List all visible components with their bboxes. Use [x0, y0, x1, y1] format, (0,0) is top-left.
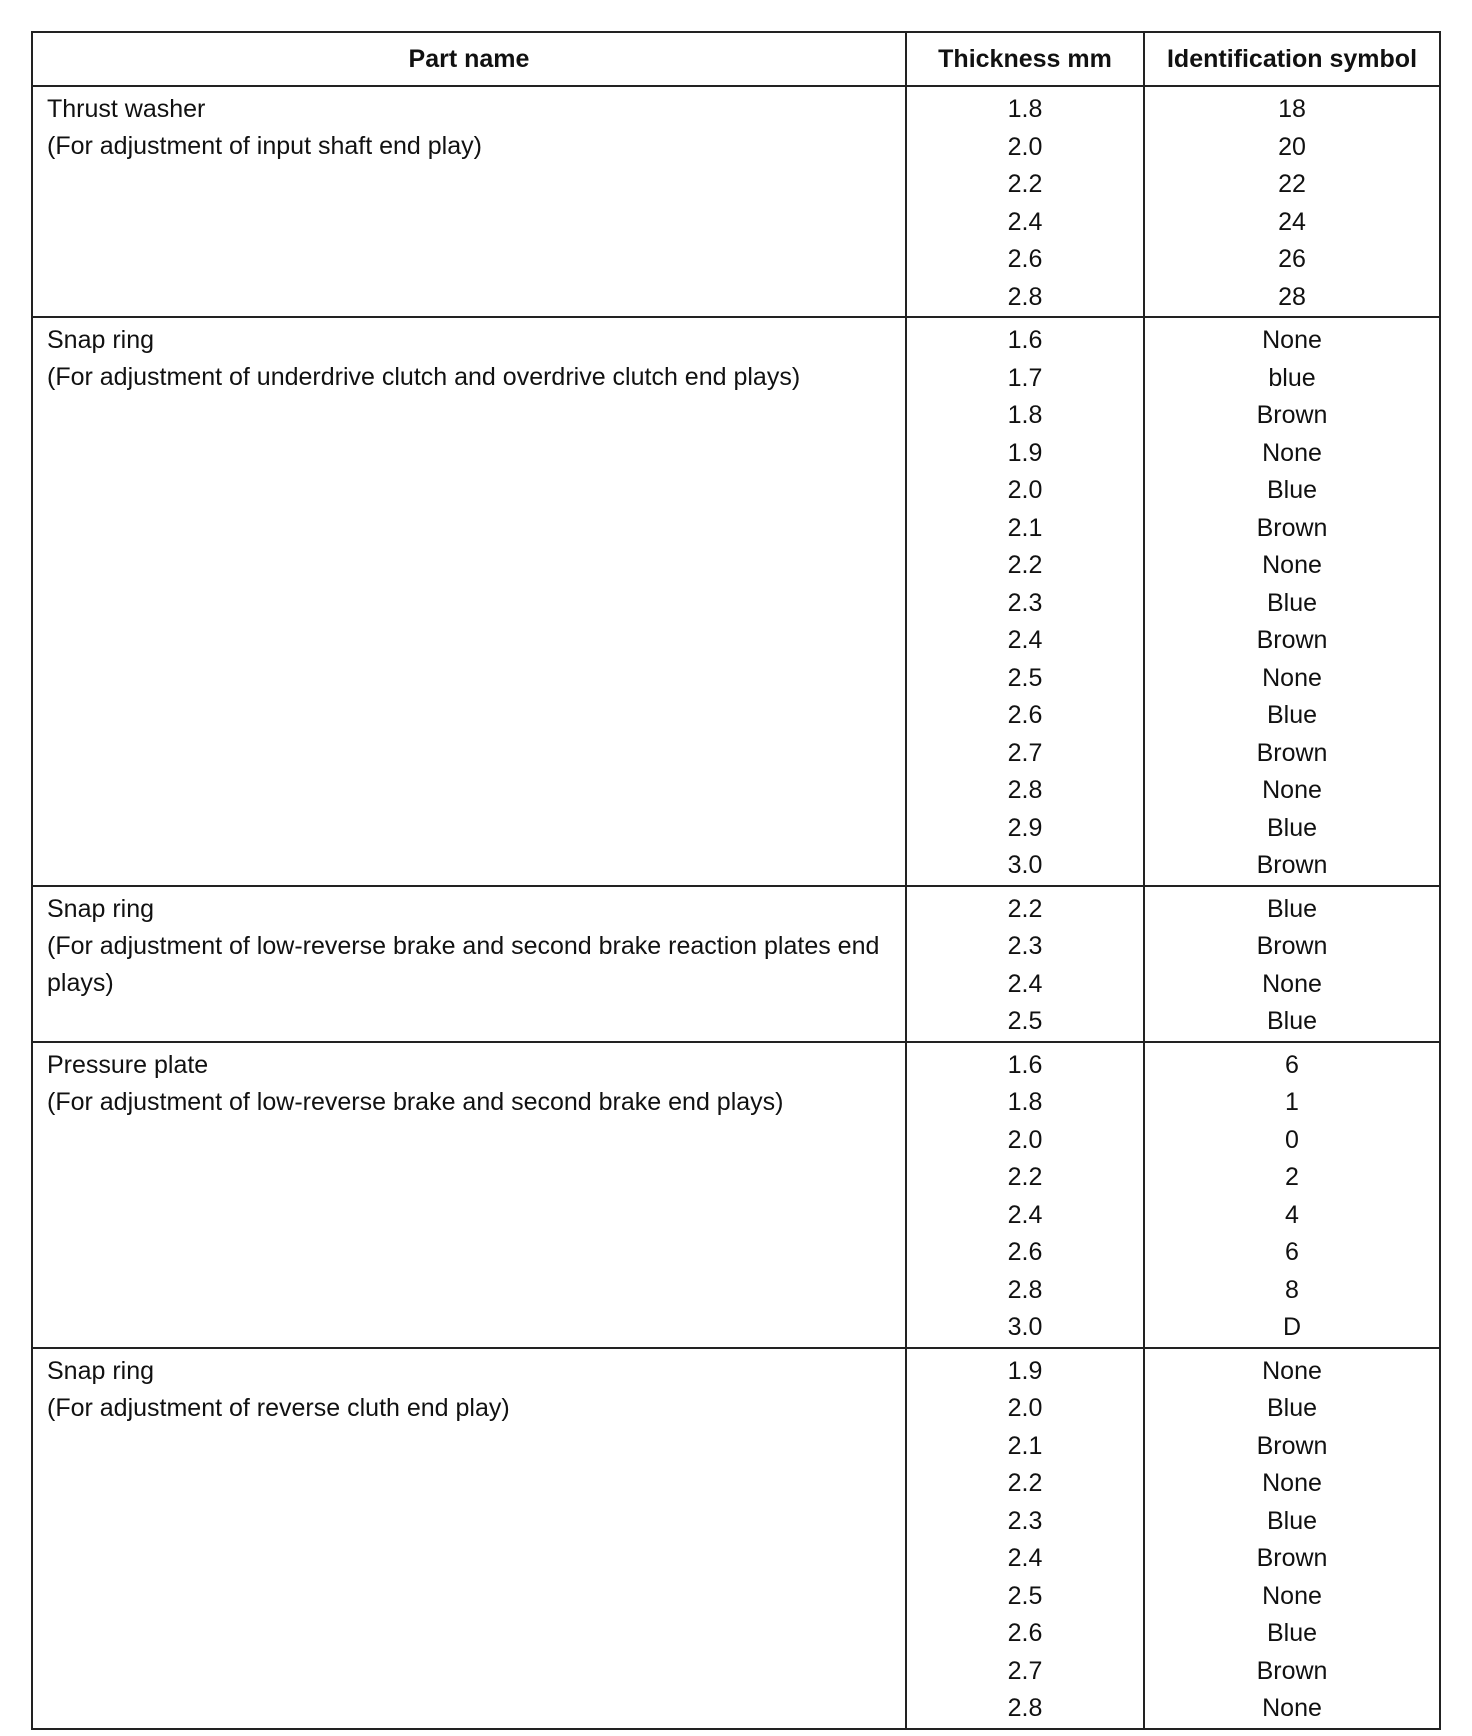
part-purpose: (For adjustment of reverse cluth end play): [47, 1393, 510, 1422]
thickness-value: 2.2: [1007, 1163, 1043, 1191]
identification-symbol-value: Blue: [1266, 588, 1318, 617]
part-cell: [32, 886, 906, 1042]
thickness-cell: [906, 86, 1144, 317]
identification-symbol-value: Brown: [1256, 513, 1328, 542]
thickness-value: 2.4: [1007, 626, 1043, 654]
thickness-value: 2.2: [1007, 894, 1043, 923]
part-purpose: (For adjustment of low-reverse brake and second brake reaction plates end plays): [47, 931, 880, 997]
thickness-value: 1.7: [1007, 363, 1043, 392]
identification-symbol-value: Brown: [1256, 1656, 1328, 1685]
table-row: [32, 86, 1440, 317]
symbol-cell: [1144, 886, 1440, 1042]
thickness-value: 2.6: [1007, 245, 1043, 273]
thickness-cell: [906, 1348, 1144, 1729]
header-part-name: Part name: [32, 32, 906, 86]
symbol-cell: [1144, 1042, 1440, 1348]
thickness-value: 2.6: [1007, 1238, 1043, 1266]
identification-symbol-value: 26: [1278, 245, 1306, 273]
identification-symbol-value: 18: [1278, 95, 1306, 123]
thickness-value: 2.0: [1007, 1125, 1043, 1154]
thickness-cell: [906, 1042, 1144, 1348]
header-identification-symbol: Identification symbol: [1144, 32, 1440, 86]
identification-symbol-value: Blue: [1266, 813, 1318, 842]
identification-symbol-value: 20: [1278, 132, 1306, 161]
part-name: Snap ring: [47, 1356, 155, 1385]
identification-symbol-value: Blue: [1266, 701, 1318, 729]
identification-symbol-value: 24: [1278, 207, 1306, 236]
identification-symbol-value: Brown: [1256, 738, 1328, 767]
thickness-value: 2.5: [1007, 1007, 1043, 1035]
part-purpose: (For adjustment of input shaft end play): [47, 132, 482, 160]
symbol-cell: [1144, 86, 1440, 317]
thickness-value: 2.1: [1007, 1431, 1043, 1460]
table-row: [32, 317, 1440, 886]
identification-symbol-value: Brown: [1256, 626, 1328, 654]
identification-symbol-value: None: [1262, 1469, 1322, 1497]
thickness-value: 2.5: [1007, 663, 1043, 692]
thickness-value: 3.0: [1007, 1313, 1043, 1341]
thickness-value: 2.8: [1007, 282, 1043, 311]
thickness-value: 1.9: [1007, 438, 1043, 467]
thickness-value: 2.6: [1007, 1619, 1043, 1647]
thickness-value: 2.0: [1007, 1394, 1043, 1422]
thickness-cell: [906, 886, 1144, 1042]
identification-symbol-value: 4: [1285, 1200, 1299, 1229]
thickness-value: 2.8: [1007, 1275, 1043, 1304]
identification-symbol-value: Brown: [1256, 1431, 1328, 1460]
part-cell: [32, 317, 906, 886]
header-row: [32, 32, 1440, 86]
thickness-value: 3.0: [1007, 851, 1043, 879]
thickness-value: 2.4: [1007, 969, 1043, 998]
part-name: Snap ring: [47, 326, 155, 354]
identification-symbol-value: None: [1262, 1694, 1322, 1722]
thickness-value: 1.8: [1007, 401, 1043, 429]
thickness-value: 2.9: [1007, 813, 1043, 842]
thickness-value: 2.2: [1007, 551, 1043, 579]
identification-symbol-value: Blue: [1266, 894, 1318, 923]
part-purpose: (For adjustment of low-reverse brake and second brake end plays): [47, 1087, 784, 1116]
part-cell: [32, 86, 906, 317]
parts-table: [31, 31, 1441, 1730]
thickness-value: 2.7: [1007, 1656, 1043, 1685]
thickness-value: 1.8: [1007, 95, 1043, 123]
identification-symbol-value: 1: [1285, 1088, 1299, 1116]
identification-symbol-value: Brown: [1256, 1544, 1328, 1572]
identification-symbol-value: Blue: [1266, 1394, 1318, 1422]
identification-symbol-value: 2: [1285, 1163, 1299, 1191]
part-name: Snap ring: [47, 894, 155, 923]
thickness-value: 1.6: [1007, 1050, 1043, 1079]
thickness-value: 2.3: [1007, 588, 1043, 617]
identification-symbol-value: None: [1262, 551, 1322, 579]
table-row: [32, 1042, 1440, 1348]
part-purpose: (For adjustment of underdrive clutch and overdrive clutch end plays): [47, 363, 801, 391]
thickness-value: 2.6: [1007, 701, 1043, 729]
identification-symbol-value: 0: [1285, 1125, 1299, 1154]
identification-symbol-value: None: [1262, 326, 1322, 354]
thickness-value: 2.0: [1007, 476, 1043, 504]
identification-symbol-value: Blue: [1266, 476, 1318, 504]
thickness-value: 2.3: [1007, 1506, 1043, 1535]
identification-symbol-value: 6: [1285, 1238, 1299, 1266]
identification-symbol-value: blue: [1268, 363, 1316, 392]
part-cell: [32, 1042, 906, 1348]
identification-symbol-value: None: [1262, 663, 1322, 692]
identification-symbol-value: D: [1282, 1313, 1302, 1341]
table-row: [32, 1348, 1440, 1729]
thickness-value: 1.6: [1007, 326, 1043, 354]
thickness-value: 2.7: [1007, 738, 1043, 767]
thickness-value: 2.8: [1007, 1694, 1043, 1722]
identification-symbol-value: 22: [1278, 170, 1306, 198]
symbol-cell: [1144, 317, 1440, 886]
thickness-cell: [906, 317, 1144, 886]
identification-symbol-value: Brown: [1256, 851, 1328, 879]
identification-symbol-value: Blue: [1266, 1007, 1318, 1035]
identification-symbol-value: 8: [1285, 1275, 1299, 1304]
identification-symbol-value: 6: [1285, 1050, 1299, 1079]
part-name: Thrust washer: [47, 95, 206, 123]
thickness-value: 2.3: [1007, 932, 1043, 960]
header-thickness: Thickness mm: [906, 32, 1144, 86]
identification-symbol-value: None: [1262, 1581, 1322, 1610]
thickness-value: 1.8: [1007, 1088, 1043, 1116]
thickness-value: 2.4: [1007, 1544, 1043, 1572]
thickness-value: 2.4: [1007, 207, 1043, 236]
identification-symbol-value: 28: [1278, 282, 1306, 311]
thickness-value: 2.2: [1007, 170, 1043, 198]
identification-symbol-value: Brown: [1256, 932, 1328, 960]
identification-symbol-value: Blue: [1266, 1619, 1318, 1647]
symbol-cell: [1144, 1348, 1440, 1729]
thickness-value: 2.4: [1007, 1200, 1043, 1229]
identification-symbol-value: None: [1262, 776, 1322, 804]
identification-symbol-value: None: [1262, 438, 1322, 467]
identification-symbol-value: None: [1262, 1356, 1322, 1385]
table-body: [32, 86, 1440, 1729]
identification-symbol-value: Brown: [1256, 401, 1328, 429]
identification-symbol-value: None: [1262, 969, 1322, 998]
thickness-value: 2.8: [1007, 776, 1043, 804]
thickness-value: 2.2: [1007, 1469, 1043, 1497]
table-row: [32, 886, 1440, 1042]
thickness-value: 1.9: [1007, 1356, 1043, 1385]
thickness-value: 2.0: [1007, 132, 1043, 161]
part-cell: [32, 1348, 906, 1729]
identification-symbol-value: Blue: [1266, 1506, 1318, 1535]
thickness-value: 2.5: [1007, 1581, 1043, 1610]
thickness-value: 2.1: [1007, 513, 1043, 542]
part-name: Pressure plate: [47, 1050, 209, 1079]
